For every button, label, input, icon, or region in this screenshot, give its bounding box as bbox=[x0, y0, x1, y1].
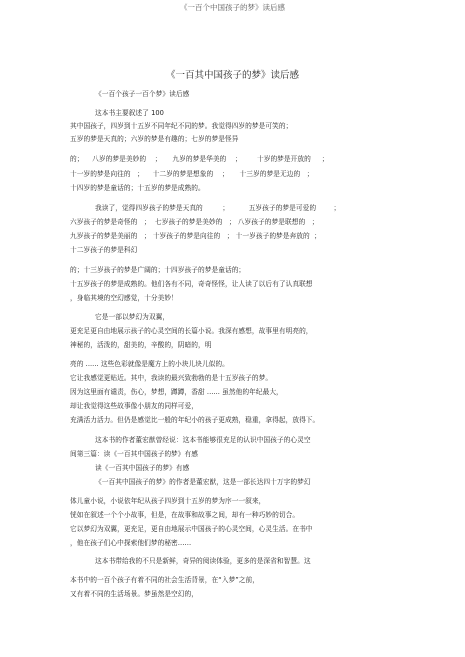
body-line: 本书中的一百个孩子有着不同的社会生活背景，在“入梦”之前， bbox=[70, 576, 259, 584]
body-line: 十五岁孩子的梦是成熟的。他们各有不同，奇奇怪怪，让人读了以后有了认真联想 bbox=[70, 280, 313, 288]
body-line: 这本书带给我的不只是新鲜，奇异的阅读体验，更多的是深省和智慧。这 bbox=[95, 557, 311, 565]
body-line: 九岁孩子的梦是美丽的 ； 十岁孩子的梦是向往的 ； 十一岁孩子的梦是奔放的 ； bbox=[70, 232, 321, 240]
body-line: 《一百其中国孩子的梦》的作者是董宏猷，这是一部长达四十万字的梦幻 bbox=[95, 478, 311, 486]
body-line: 却让我觉得这些故事像小朋友的同样可爱， bbox=[70, 402, 199, 410]
body-line: 这本书主要叙述了 100 bbox=[95, 109, 164, 117]
body-line: 充满活力活力。但仍是感觉比一般的年纪小的孩子更成熟，稳重，拿得起，放得下。 bbox=[70, 416, 320, 424]
body-line: 的； 八岁的梦是美妙的 ； 九岁的梦是华美的 ； 十岁的梦是开放的 ； bbox=[70, 155, 329, 163]
body-line: 十一岁的梦是向往的 ； 十二岁的梦是想象的 ； 十三岁的梦是无边的 ； bbox=[70, 170, 314, 178]
body-line: 间第三篇：读《一百其中国孩子的梦》有感 bbox=[70, 450, 199, 458]
body-line: 十二岁孩子的梦是科幻 bbox=[70, 246, 138, 254]
page-header: 《一百个中国孩子的梦》读后感 bbox=[180, 3, 285, 12]
body-line: 更充足更自由地展示孩子的心灵空间的长篇小说。我深有感想，故事里有明亮的， bbox=[70, 327, 313, 335]
body-line: 五岁的梦是天真的；六岁的梦是有趣的；七岁的梦是怪异 bbox=[70, 135, 239, 143]
body-line: 又有着不同的生活场景。梦虽然是空幻的， bbox=[70, 590, 199, 598]
body-line: 六岁孩子的梦是奇怪的 ； 七岁孩子的梦是美妙的 ； 八岁孩子的梦是联想的 ； bbox=[70, 218, 319, 226]
body-line: 其中国孩子，四岁到十五岁不同年纪不同的梦。我觉得四岁的梦是可笑的； bbox=[70, 122, 293, 130]
body-line: 《一百个孩子一百个梦》读后感 bbox=[95, 90, 190, 98]
body-line: 亮的 ...... 这些色彩就像是魔方上的小块儿块儿似的。 bbox=[70, 360, 229, 368]
body-line: 十四岁的梦是童话的；十五岁的梦是成熟的。 bbox=[70, 184, 205, 192]
body-line: 读《一百其中国孩子的梦》有感 bbox=[95, 464, 190, 472]
document-title: 《一百其中国孩子的梦》读后感 bbox=[165, 70, 299, 81]
body-line: ，身临其境的空幻感觉，十分美妙！ bbox=[70, 294, 178, 302]
body-line: 它让我感觉更贴近。其中，我读的最兴致勃勃的是十五岁孩子的梦。 bbox=[70, 374, 273, 382]
body-line: ，他在孩子们心中探索他们梦的秘密…… bbox=[70, 539, 192, 547]
body-line: 因为这里面有谴责，伤心，梦想，蹲蹲，香甜 ...... 虽然他的年纪最大， bbox=[70, 388, 283, 396]
body-line: 这本书的作者董宏猷曾经说：这本书能够很充足的认识中国孩子的心灵空 bbox=[95, 436, 311, 444]
body-line: 我读了，觉得四岁孩子的梦是天真的 ； 五岁孩子的梦是可爱的 ； bbox=[95, 204, 341, 212]
body-line: 神秘的，活泼的，甜美的，辛酸的，阴暗的，明 bbox=[70, 341, 212, 349]
body-line: 它是一部以梦幻为双翼， bbox=[95, 313, 170, 321]
body-line: 的；十三岁孩子的梦是广阔的；十四岁孩子的梦是童话的； bbox=[70, 266, 246, 274]
body-line: 体儿童小说，小说依年纪从孩子四岁到十五岁的梦为序一一叙来， bbox=[70, 497, 266, 505]
body-line: 恍如在叙述一个个小故事，但是，在故事和故事之间，却有一种巧妙的切合。 bbox=[70, 511, 300, 519]
body-line: 它以梦幻为双翼，更充足，更自由地展示中国孩子的心灵空间，心灵生活。在书中 bbox=[70, 525, 313, 533]
